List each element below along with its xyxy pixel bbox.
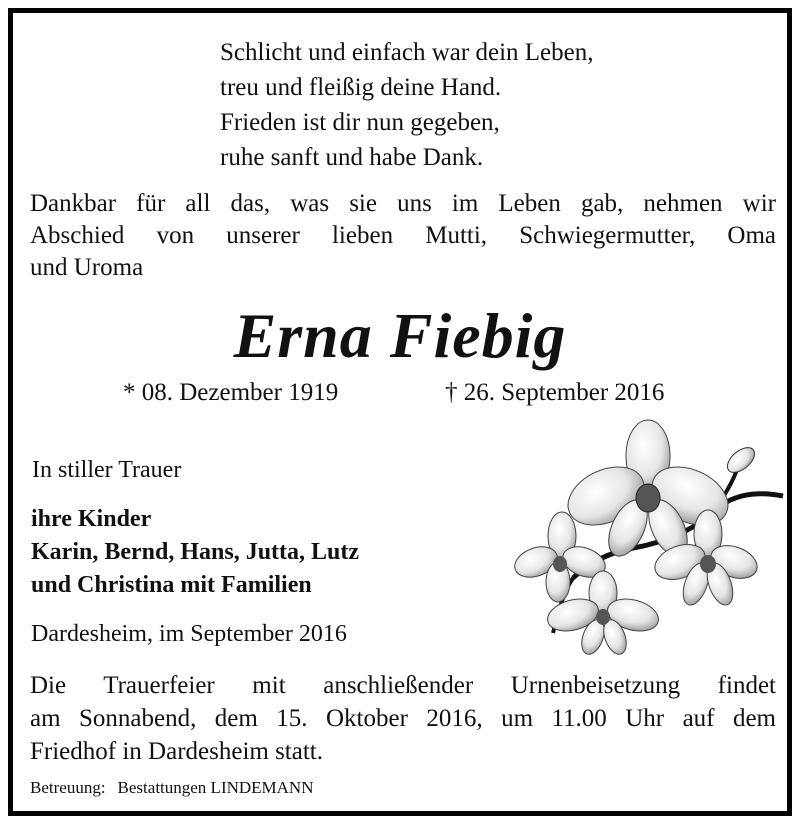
ceremony-info	[30, 669, 776, 768]
funeral-home-name: Bestattungen LINDEMANN	[117, 778, 314, 797]
family-line: Karin, Bernd, Hans, Jutta, Lutz	[31, 539, 360, 565]
family-line: und Christina mit Familien	[31, 572, 312, 598]
poem-line: ruhe sanft und habe Dank.	[220, 144, 484, 171]
family-list	[31, 503, 359, 602]
poem-line: Frieden ist dir nun gegeben,	[220, 109, 500, 136]
poem	[220, 35, 593, 175]
family-line: ihre Kinder	[31, 506, 152, 532]
orchid-icon	[513, 418, 788, 663]
ceremony-line: Friedhof in Dardesheim statt.	[30, 738, 323, 765]
intro-line: Abschied von unserer lieben Mutti, Schwiegermutter, Oma	[30, 222, 776, 249]
obituary-notice	[8, 8, 792, 816]
ceremony-line: Die Trauerfeier mit anschließender Urnenbeisetzung findet	[30, 672, 776, 699]
intro-line: Dankbar für all das, was sie uns im Leben gab, nehmen wir	[30, 190, 776, 217]
deceased-name: Erna Fiebig	[233, 300, 567, 371]
funeral-home-label: Betreuung:	[30, 778, 106, 797]
poem-line: Schlicht und einfach war dein Leben,	[220, 39, 594, 66]
intro-text	[30, 188, 776, 284]
intro-line: und Uroma	[30, 254, 144, 281]
mourning-heading: In stiller Trauer	[32, 457, 182, 483]
birth-date: * 08. Dezember 1919	[123, 379, 339, 406]
ceremony-line: am Sonnabend, dem 15. Oktober 2016, um 11.00 Uhr auf dem	[30, 705, 776, 732]
poem-line: treu und fleißig deine Hand.	[220, 74, 502, 101]
funeral-home	[30, 778, 314, 798]
place-date: Dardesheim, im September 2016	[31, 621, 347, 647]
death-date: † 26. September 2016	[445, 379, 665, 406]
